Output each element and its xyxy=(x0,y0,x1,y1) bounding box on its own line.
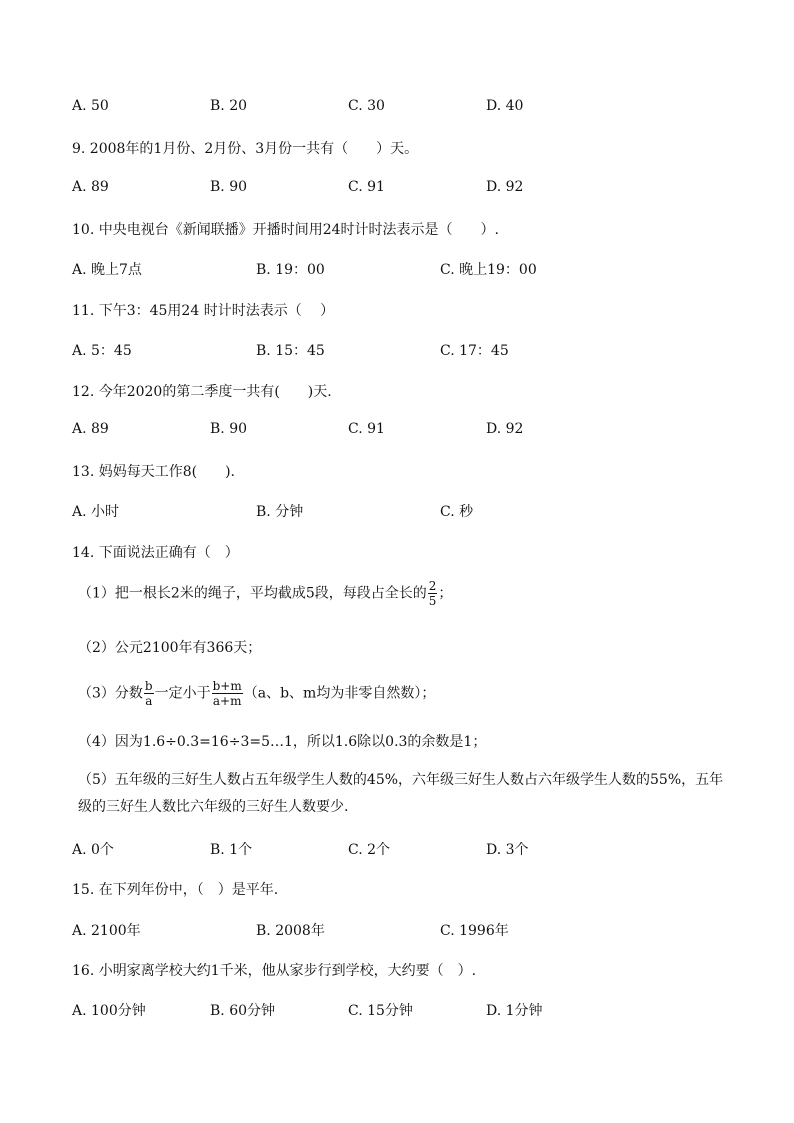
q9-option-a: A. 89 xyxy=(72,179,109,195)
q12-option-b: B. 90 xyxy=(210,421,248,437)
fraction-denominator: 5 xyxy=(428,594,437,608)
q12-option-c: C. 91 xyxy=(348,421,385,437)
q14-option-b: B. 1个 xyxy=(210,842,253,858)
q14-option-a: A. 0个 xyxy=(72,842,114,858)
q14-statement-1 xyxy=(78,580,452,607)
q14-stem: 14. 下面说法正确有（ ） xyxy=(72,545,239,561)
q14-s3-fraction-2 xyxy=(212,680,243,707)
q12-options xyxy=(72,421,752,441)
q11-option-b: B. 15：45 xyxy=(256,343,325,359)
q16-option-c: C. 15分钟 xyxy=(348,1003,413,1019)
q16-option-a: A. 100分钟 xyxy=(72,1003,146,1019)
q9-options xyxy=(72,179,752,199)
q11-stem: 11. 下午3：45用24 时计时法表示（ ） xyxy=(72,303,335,319)
q13-option-a: A. 小时 xyxy=(72,504,120,520)
fraction-denominator: a xyxy=(145,694,153,708)
q8-option-b: B. 20 xyxy=(210,98,248,114)
q9-option-b: B. 90 xyxy=(210,179,248,195)
q9-option-c: C. 91 xyxy=(348,179,385,195)
q14-statement-4: （4）因为1.6÷0.3=16÷3=5…1，所以1.6除以0.3的余数是1； xyxy=(78,734,487,750)
q14-s1-fraction xyxy=(428,580,438,607)
q10-option-a: A. 晚上7点 xyxy=(72,262,142,278)
q12-stem: 12. 今年2020的第二季度一共有( )天. xyxy=(72,384,332,400)
q12-option-a: A. 89 xyxy=(72,421,109,437)
q14-s3-mid: 一定小于 xyxy=(154,685,211,702)
q10-options xyxy=(72,259,752,279)
q13-option-c: C. 秒 xyxy=(440,504,474,520)
q16-stem: 16. 小明家离学校大约1千米，他从家步行到学校，大约要（ ）. xyxy=(72,963,477,979)
q8-option-c: C. 30 xyxy=(348,98,385,114)
q10-option-b: B. 19：00 xyxy=(256,262,325,278)
fraction-numerator: 2 xyxy=(428,579,437,593)
q11-option-c: C. 17：45 xyxy=(440,343,509,359)
fraction-denominator: a+m xyxy=(212,694,242,708)
q14-s1-text: （1）把一根长2米的绳子，平均截成5段，每段占全长的 xyxy=(78,585,427,602)
q14-options xyxy=(72,839,752,859)
q12-option-d: D. 92 xyxy=(486,421,524,437)
q14-s1-end: ； xyxy=(438,585,453,602)
q14-s3-pre: （3）分数 xyxy=(78,685,143,702)
q14-statement-2: （2）公元2100年有366天； xyxy=(78,640,262,656)
q9-option-d: D. 92 xyxy=(486,179,524,195)
q14-s3-fraction-1 xyxy=(144,680,154,707)
q16-options xyxy=(72,1000,752,1020)
q15-stem: 15. 在下列年份中，（ ）是平年. xyxy=(72,882,279,898)
q16-option-b: B. 60分钟 xyxy=(210,1003,276,1019)
q10-option-c: C. 晚上19：00 xyxy=(440,262,537,278)
fraction-numerator: b xyxy=(144,679,153,693)
q14-option-c: C. 2个 xyxy=(348,842,391,858)
q11-options xyxy=(72,340,752,360)
q10-stem: 10. 中央电视台《新闻联播》开播时间用24时计时法表示是（ ）. xyxy=(72,222,499,238)
q9-stem: 9. 2008年的1月份、2月份、3月份一共有（ ）天。 xyxy=(72,141,419,157)
q13-stem: 13. 妈妈每天工作8( ). xyxy=(72,464,235,480)
q11-option-a: A. 5：45 xyxy=(72,343,132,359)
q15-option-b: B. 2008年 xyxy=(256,923,325,939)
q14-s3-post: （a、b、m均为非零自然数）； xyxy=(243,685,436,702)
q8-option-a: A. 50 xyxy=(72,98,109,114)
q13-option-b: B. 分钟 xyxy=(256,504,304,520)
q8-options xyxy=(72,98,752,118)
q14-statement-5: （5）五年级的三好生人数占五年级学生人数的45%，六年级三好生人数占六年级学生人数的55%，五年级的三好生人数比六年级的三好生人数要少. xyxy=(78,772,724,815)
fraction-numerator: b+m xyxy=(212,679,242,693)
q13-options xyxy=(72,501,752,521)
q15-options xyxy=(72,920,752,940)
q14-statement-3 xyxy=(78,680,435,707)
q16-option-d: D. 1分钟 xyxy=(486,1003,543,1019)
q15-option-c: C. 1996年 xyxy=(440,923,509,939)
q15-option-a: A. 2100年 xyxy=(72,923,141,939)
q8-option-d: D. 40 xyxy=(486,98,524,114)
q14-option-d: D. 3个 xyxy=(486,842,529,858)
